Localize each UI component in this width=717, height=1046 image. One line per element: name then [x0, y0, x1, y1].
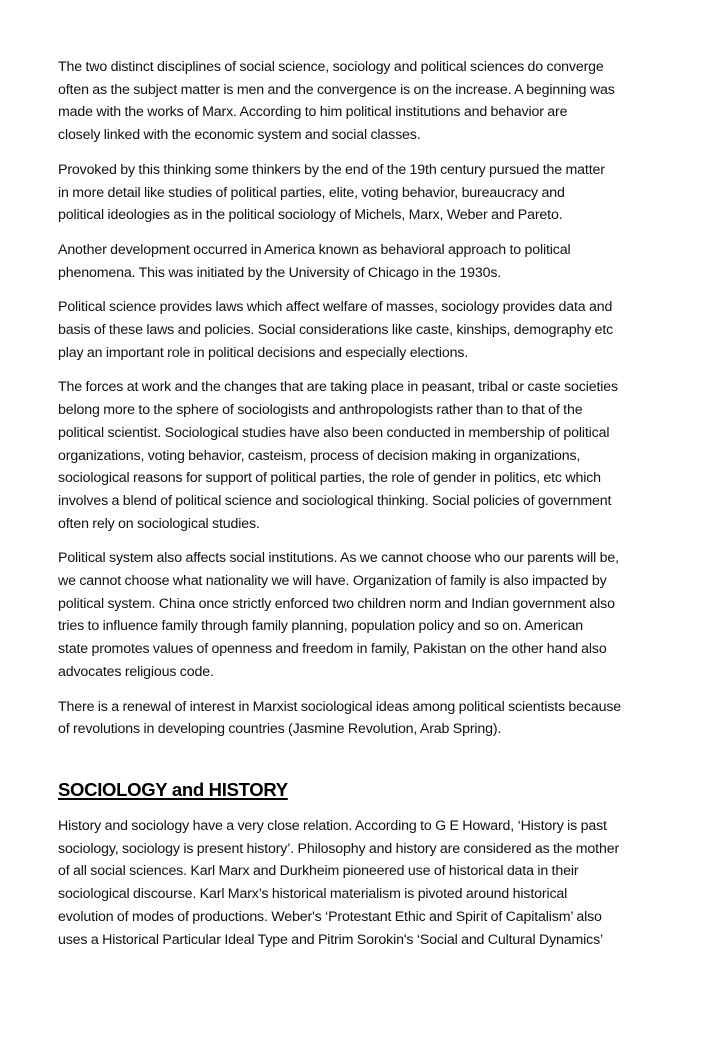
text-line: belong more to the sphere of sociologists and anthropologists rather than to that of the [58, 402, 583, 419]
text-line: The forces at work and the changes that are taking place in peasant, tribal or caste societies [58, 379, 618, 396]
text-line: we cannot choose what nationality we will have. Organization of family is also impacted by [58, 573, 607, 590]
text-line: made with the works of Marx. According to him political institutions and behavior are [58, 104, 568, 121]
text-line: state promotes values of openness and freedom in family, Pakistan on the other hand also [58, 641, 607, 658]
text-line: evolution of modes of productions. Weber's ‘Protestant Ethic and Spirit of Capitalism’ also [58, 908, 602, 925]
section-spacer [58, 753, 668, 777]
paragraph-history-sociology [58, 815, 668, 951]
text-line: political scientist. Sociological studies have also been conducted in membership of political [58, 424, 610, 441]
text-line: in more detail like studies of political parties, elite, voting behavior, bureaucracy and [58, 184, 565, 201]
text-line: closely linked with the economic system and social classes. [58, 127, 421, 144]
text-line: political ideologies as in the political sociology of Michels, Marx, Weber and Pareto. [58, 207, 563, 224]
text-line: sociological discourse. Karl Marx’s historical materialism is pivoted around historical [58, 886, 568, 903]
text-line: of all social sciences. Karl Marx and Durkheim pioneered use of historical data in their [58, 863, 579, 880]
text-line: political system. China once strictly enforced two children norm and Indian government also [58, 595, 615, 612]
text-line: sociological reasons for support of political parties, the role of gender in politics, etc which [58, 470, 601, 487]
text-line: Political system also affects social institutions. As we cannot choose who our parents will be, [58, 550, 619, 567]
paragraph-19th-century [58, 159, 668, 227]
text-line: History and sociology have a very close relation. According to G E Howard, ‘History is past [58, 817, 607, 834]
text-line: Provoked by this thinking some thinkers by the end of the 19th century pursued the matter [58, 161, 605, 178]
text-line: organizations, voting behavior, casteism, process of decision making in organizations, [58, 447, 581, 464]
text-line: sociology, sociology is present history’. Philosophy and history are considered as the mother [58, 840, 620, 857]
text-line: The two distinct disciplines of social science, sociology and political sciences do converge [58, 59, 604, 75]
text-line: uses a Historical Particular Ideal Type and Pitrim Sorokin's ‘Social and Cultural Dynamics’ [58, 931, 604, 948]
text-line: play an important role in political decisions and especially elections. [58, 344, 469, 361]
text-line: basis of these laws and policies. Social considerations like caste, kinships, demography etc [58, 322, 614, 339]
paragraph-marxist-renewal [58, 696, 668, 741]
text-line: Another development occurred in America known as behavioral approach to political [58, 241, 571, 258]
text-line: phenomena. This was initiated by the University of Chicago in the 1930s. [58, 264, 502, 281]
document-page [58, 56, 668, 963]
text-line: often rely on sociological studies. [58, 515, 260, 532]
paragraph-laws-and-data [58, 296, 668, 364]
paragraph-political-system [58, 547, 668, 683]
paragraph-forces-at-work [58, 376, 668, 535]
text-line: of revolutions in developing countries (Jasmine Revolution, Arab Spring). [58, 721, 502, 738]
text-line: Political science provides laws which affect welfare of masses, sociology provides data and [58, 299, 613, 316]
text-line: advocates religious code. [58, 663, 214, 680]
text-line: often as the subject matter is men and the convergence is on the increase. A beginning was [58, 81, 615, 98]
paragraph-behavioral-approach [58, 239, 668, 284]
section-heading: SOCIOLOGY and HISTORY [58, 778, 288, 800]
paragraph-convergence [58, 56, 668, 147]
text-line: involves a blend of political science and sociological thinking. Social policies of government [58, 492, 612, 509]
text-line: tries to influence family through family planning, population policy and so on. American [58, 618, 583, 635]
text-line: There is a renewal of interest in Marxist sociological ideas among political scientists because [58, 698, 622, 715]
